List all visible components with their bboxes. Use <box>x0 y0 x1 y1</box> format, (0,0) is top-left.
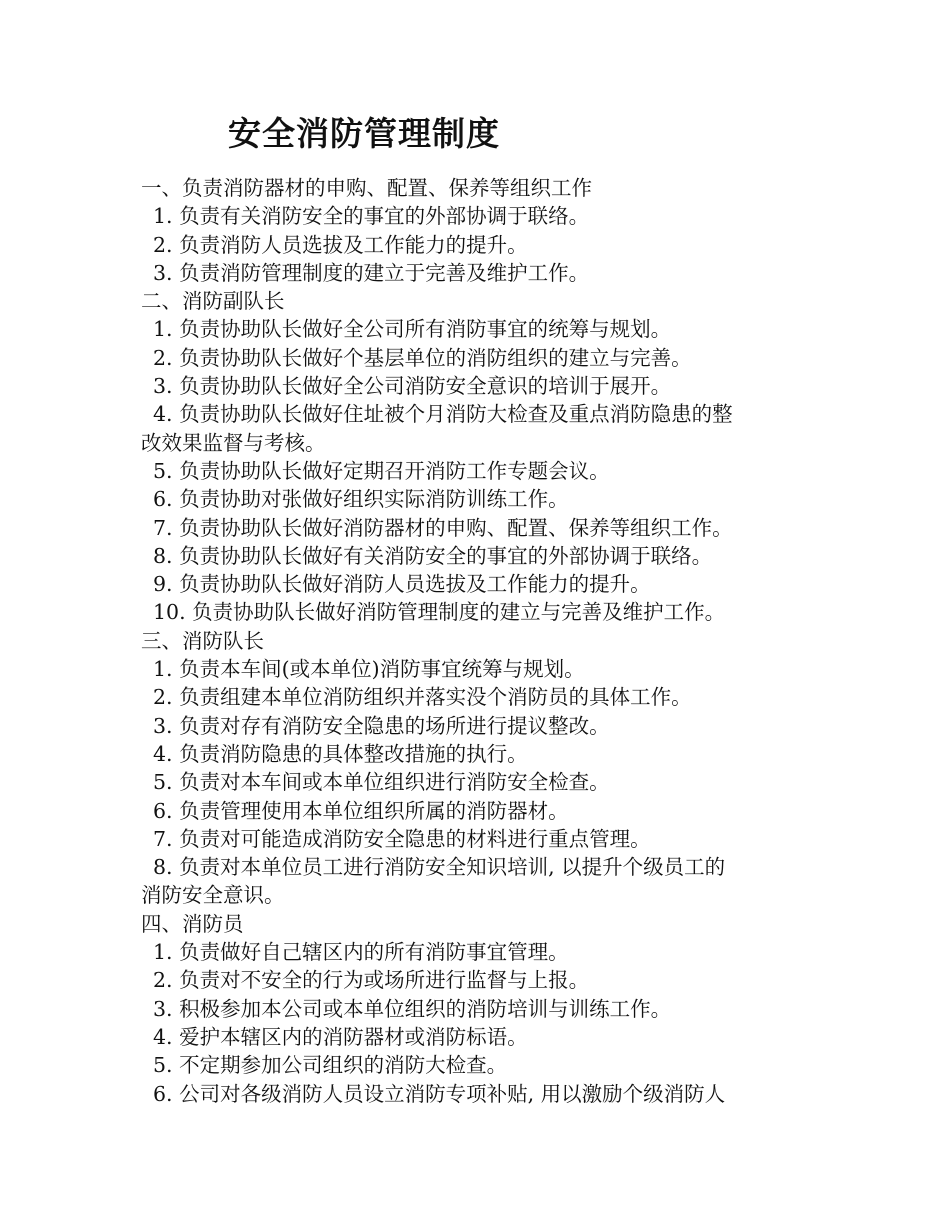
list-item: 1. 负责有关消防安全的事宜的外部协调于联络。 <box>153 204 590 229</box>
section-heading: 三、消防队长 <box>141 628 264 653</box>
list-item: 5. 负责对本车间或本单位组织进行消防安全检查。 <box>153 770 610 795</box>
list-item: 8. 负责协助队长做好有关消防安全的事宜的外部协调于联络。 <box>153 543 713 568</box>
list-item: 6. 公司对各级消防人员设立消防专项补贴, 用以激励个级消防人 <box>153 1081 726 1106</box>
document-body <box>141 174 821 1108</box>
list-item: 2. 负责协助队长做好个基层单位的消防组织的建立与完善。 <box>153 345 692 370</box>
list-item: 1. 负责做好自己辖区内的所有消防事宜管理。 <box>153 940 569 965</box>
list-item: 2. 负责对不安全的行为或场所进行监督与上报。 <box>153 968 590 993</box>
document-title: 安全消防管理制度 <box>228 114 500 153</box>
list-item: 6. 负责协助对张做好组织实际消防训练工作。 <box>153 487 569 512</box>
list-item: 4. 负责消防隐患的具体整改措施的执行。 <box>153 741 528 766</box>
list-item: 9. 负责协助队长做好消防人员选拔及工作能力的提升。 <box>153 572 651 597</box>
section-heading: 四、消防员 <box>141 911 244 936</box>
list-item: 3. 负责协助队长做好全公司消防安全意识的培训于展开。 <box>153 374 672 399</box>
list-item: 1. 负责本车间(或本单位)消防事宜统筹与规划。 <box>153 657 585 682</box>
list-item: 2. 负责组建本单位消防组织并落实没个消防员的具体工作。 <box>153 685 692 710</box>
list-item: 2. 负责消防人员选拔及工作能力的提升。 <box>153 232 528 257</box>
list-item: 1. 负责协助队长做好全公司所有消防事宜的统筹与规划。 <box>153 317 672 342</box>
list-item: 5. 负责协助队长做好定期召开消防工作专题会议。 <box>153 458 610 483</box>
list-item: 4. 爱护本辖区内的消防器材或消防标语。 <box>153 1024 528 1049</box>
list-item: 7. 负责协助队长做好消防器材的申购、配置、保养等组织工作。 <box>153 515 733 540</box>
section-heading: 二、消防副队长 <box>141 289 285 314</box>
section-heading: 一、负责消防器材的申购、配置、保养等组织工作 <box>141 176 592 200</box>
list-item: 6. 负责管理使用本单位组织所属的消防器材。 <box>153 798 569 823</box>
list-item: 8. 负责对本单位员工进行消防安全知识培训, 以提升个级员工的 <box>153 855 726 880</box>
list-item-continuation: 消防安全意识。 <box>141 883 285 908</box>
list-item: 3. 积极参加本公司或本单位组织的消防培训与训练工作。 <box>153 996 672 1021</box>
list-item: 5. 不定期参加公司组织的消防大检查。 <box>153 1053 508 1078</box>
list-item: 3. 负责对存有消防安全隐患的场所进行提议整改。 <box>153 713 610 738</box>
list-item: 3. 负责消防管理制度的建立于完善及维护工作。 <box>153 260 590 285</box>
list-item: 10. 负责协助队长做好消防管理制度的建立与完善及维护工作。 <box>153 600 726 625</box>
list-item: 4. 负责协助队长做好住址被个月消防大检查及重点消防隐患的整 <box>153 402 733 427</box>
list-item: 7. 负责对可能造成消防安全隐患的材料进行重点管理。 <box>153 826 651 851</box>
list-item-continuation: 改效果监督与考核。 <box>141 430 326 455</box>
